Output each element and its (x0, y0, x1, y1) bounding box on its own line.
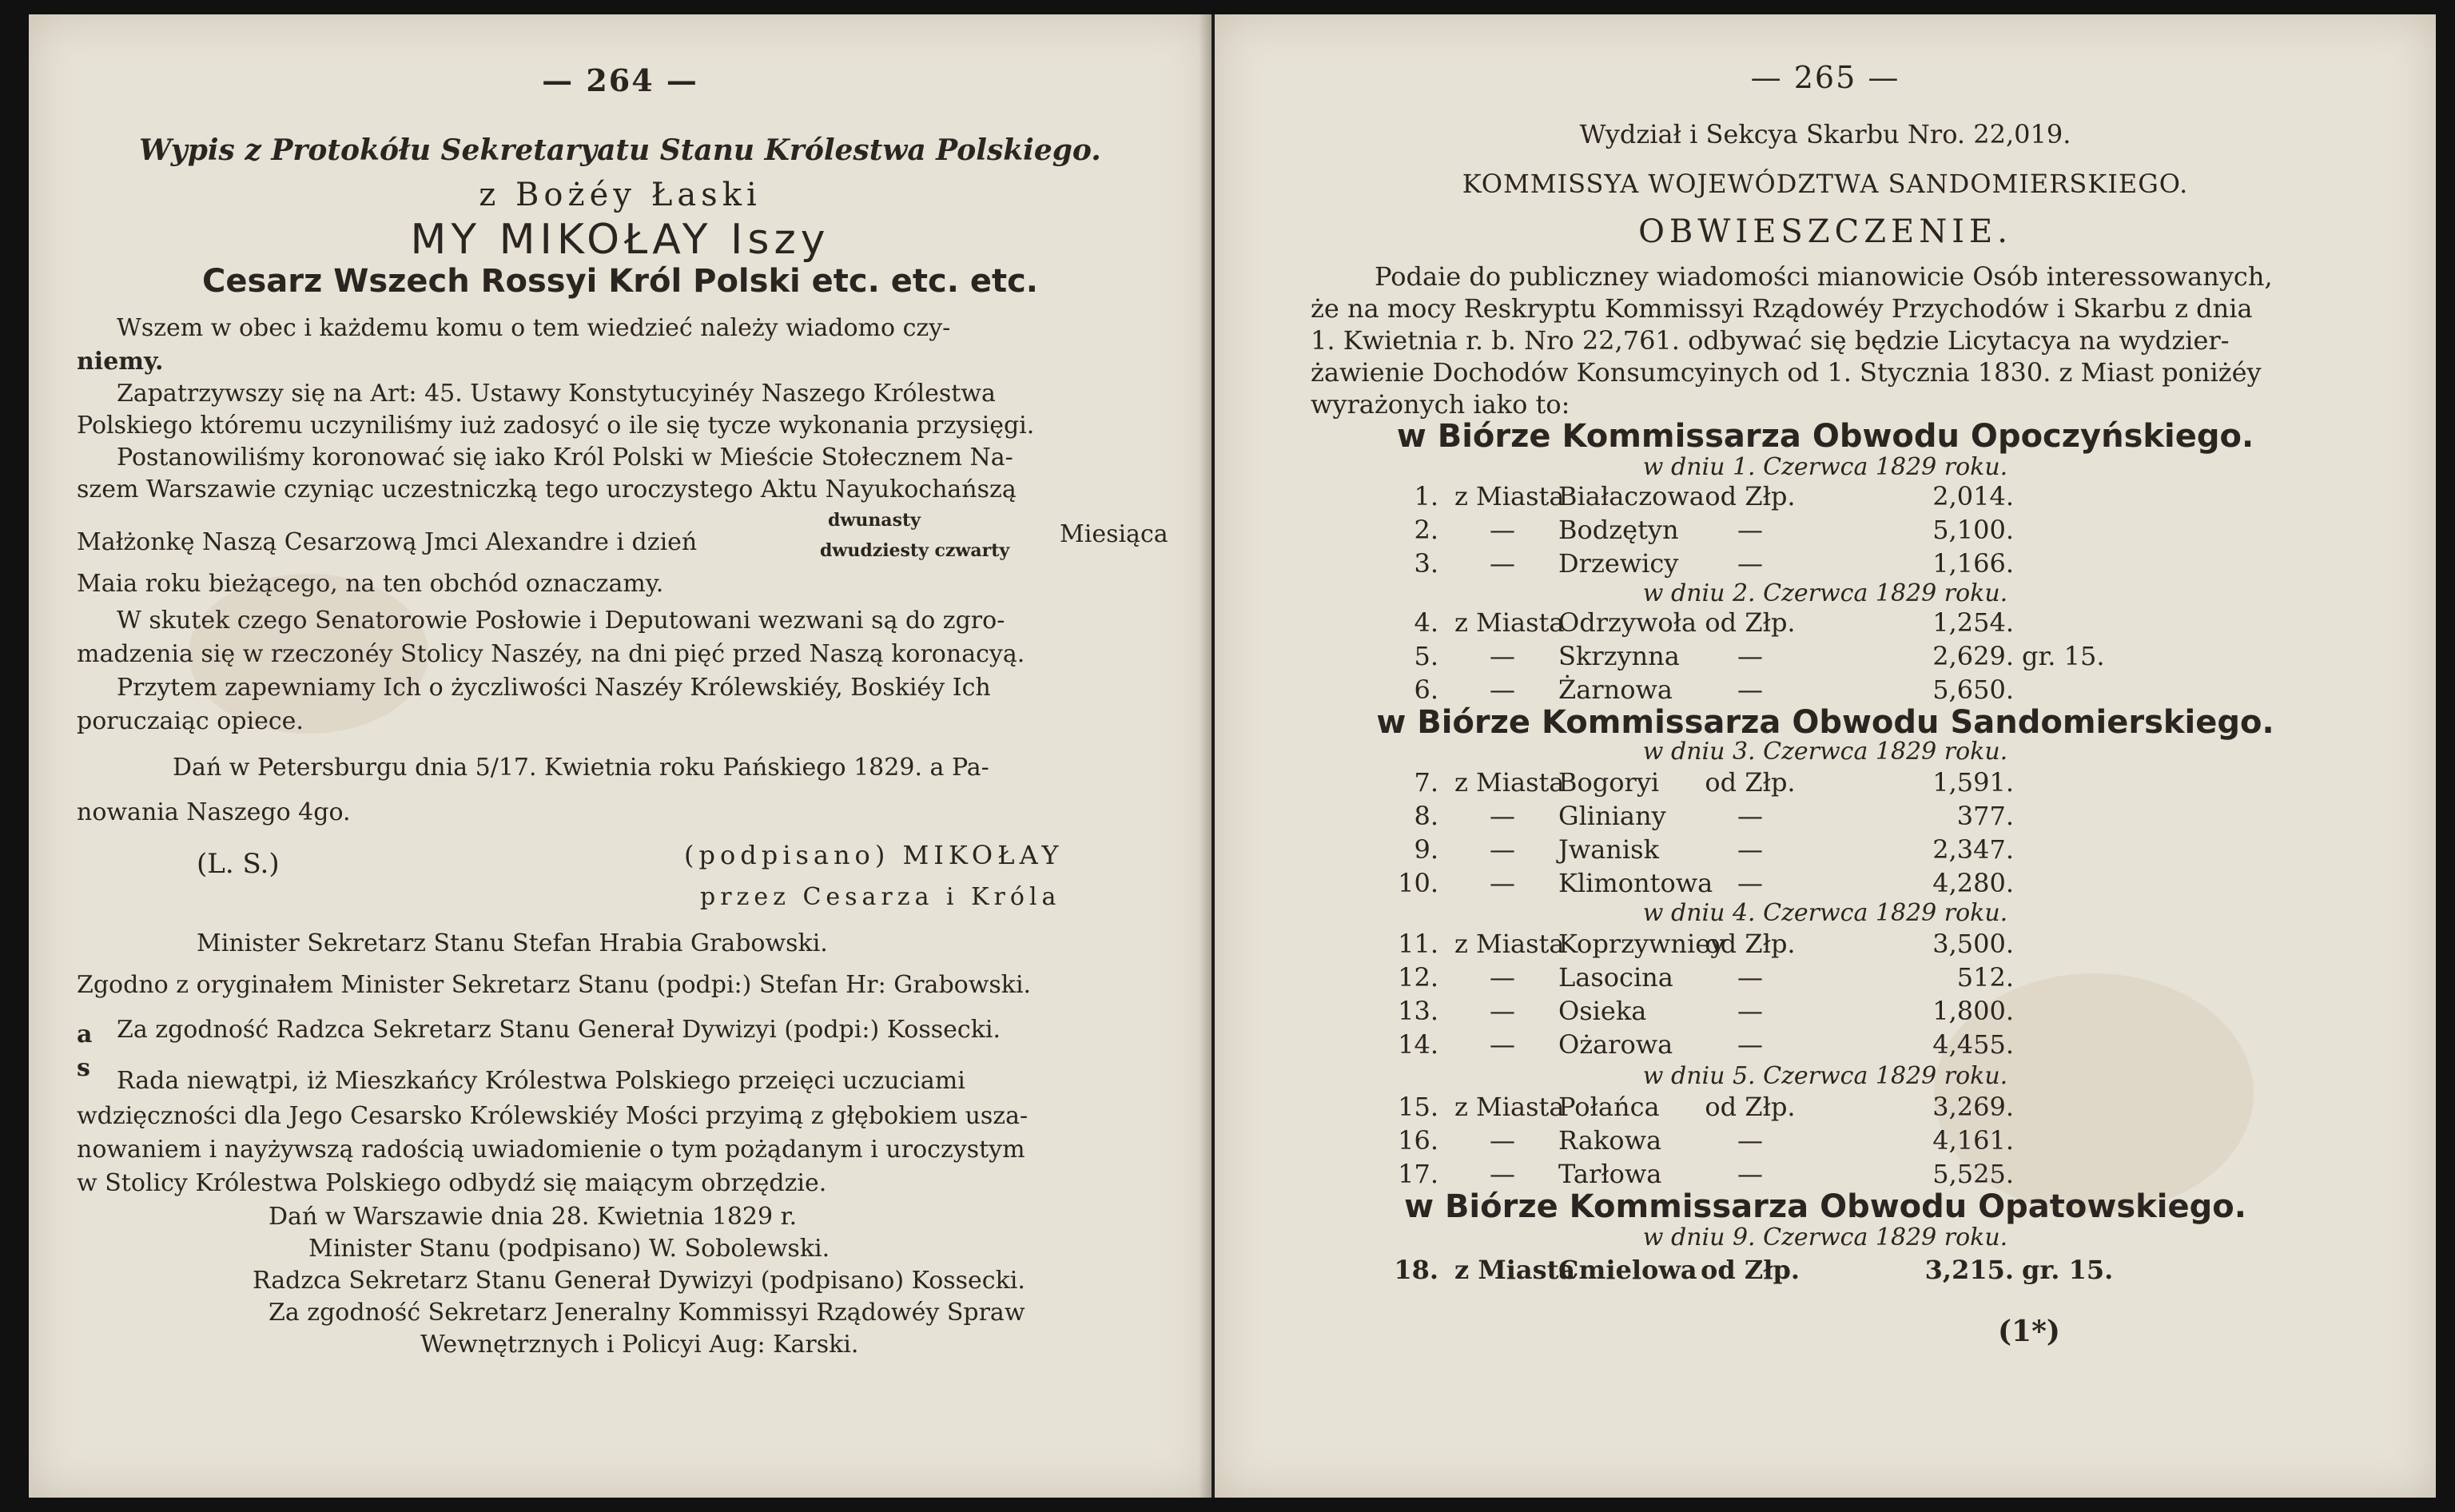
text-line: Małżonkę Naszą Cesarzową Jmci Alexandre i dzień (77, 528, 698, 556)
row-value: 377. (1956, 801, 2014, 831)
row-prefix: — (1490, 1159, 1515, 1189)
signature-mark: (1*) (1998, 1315, 2060, 1348)
nicholas-line: MY MIKOŁAY Iszy (410, 216, 830, 264)
row-town: Ożarowa (1558, 1029, 1673, 1060)
row-town: Tarłowa (1558, 1159, 1662, 1189)
row-prefix: — (1490, 515, 1515, 545)
text-line: Minister Stanu (podpisano) W. Sobolewski. (308, 1235, 830, 1263)
text-line: w Stolicy Królestwa Polskiego odbydź się maiącym obrzędzie. (77, 1169, 827, 1197)
protocol-heading: Wypis z Protokółu Sekretaryatu Stanu Królestwa Polskiego. (139, 133, 1101, 167)
text-line: Wszem w obec i każdemu komu o tem wiedzieć należy wiadomo czy- (117, 314, 951, 342)
table-row (1215, 481, 2436, 513)
row-number: 13. (1398, 996, 1438, 1026)
text-line: W skutek czego Senatorowie Posłowie i Deputowani wezwani są do zgro- (117, 607, 1005, 635)
row-prefix: z Miasta (1454, 767, 1565, 798)
row-value: 2,014. (1932, 481, 2014, 511)
row-value: 5,650. (1932, 674, 2014, 705)
text-line: Maia roku bieżącego, na ten obchód oznaczamy. (77, 570, 664, 598)
table-row (1215, 801, 2436, 833)
row-town: Jwanisk (1558, 834, 1659, 865)
table-row (1215, 1092, 2436, 1124)
row-od: — (1737, 641, 1763, 671)
row-town: Białaczowa (1558, 481, 1705, 511)
row-groszy: gr. 15. (2022, 1255, 2114, 1285)
table-row (1215, 1159, 2436, 1191)
text-line: wdzięczności dla Jego Cesarsko Królewskiéy Mości przyimą z głębokiem usza- (77, 1102, 1029, 1130)
notice-heading: OBWIESZCZENIE. (1638, 213, 2012, 250)
table-row (1215, 515, 2436, 547)
row-town: Rakowa (1558, 1125, 1662, 1156)
row-value: 4,161. (1932, 1125, 2014, 1156)
row-number: 1. (1414, 481, 1438, 511)
row-value: 512. (1956, 962, 2014, 993)
row-number: 6. (1414, 674, 1438, 705)
margin-letter: s (77, 1054, 90, 1082)
row-value: 3,215. (1924, 1255, 2014, 1285)
row-od: — (1737, 868, 1763, 898)
table-row (1215, 834, 2436, 866)
department-line: Wydział i Sekcya Skarbu Nro. 22,019. (1579, 119, 2071, 149)
row-number: 5. (1414, 641, 1438, 671)
row-value: 2,347. (1932, 834, 2014, 865)
text-line: Wewnętrznych i Policyi Aug: Karski. (420, 1331, 859, 1359)
row-od: od Złp. (1705, 1092, 1796, 1122)
table-row (1215, 1255, 2436, 1287)
row-prefix: — (1490, 801, 1515, 831)
row-town: Osieka (1558, 996, 1647, 1026)
row-prefix: — (1490, 868, 1515, 898)
row-prefix: — (1490, 548, 1515, 579)
row-groszy: gr. 15. (2022, 641, 2105, 671)
row-od: od Złp. (1705, 929, 1796, 959)
intro-line: żawienie Dochodów Konsumcyinych od 1. Stycznia 1830. z Miast poniżéy (1311, 357, 2262, 388)
intro-line: że na mocy Reskryptu Kommissyi Rządowéy Przychodów i Skarbu z dnia (1311, 293, 2253, 324)
row-od: od Złp. (1705, 607, 1796, 638)
row-value: 3,500. (1932, 929, 2014, 959)
row-town: Skrzynna (1558, 641, 1680, 671)
row-od: — (1737, 962, 1763, 993)
date-line: w dniu 5. Czerwca 1829 roku. (1642, 1062, 2008, 1090)
row-town: Lasocina (1558, 962, 1673, 993)
row-number: 11. (1398, 929, 1438, 959)
row-value: 4,455. (1932, 1029, 2014, 1060)
intro-line: Podaie do publiczney wiadomości mianowicie Osób interessowanych, (1375, 261, 2273, 292)
text-line: niemy. (77, 348, 164, 376)
text-line: Polskiego któremu uczyniliśmy iuż zadosyć o ile się tycze wykonania przysięgi. (77, 412, 1035, 440)
row-town: Bogoryi (1558, 767, 1660, 798)
intro-line: 1. Kwietnia r. b. Nro 22,761. odbywać się będzie Licytacya na wydzier- (1311, 325, 2230, 356)
row-od: — (1737, 834, 1763, 865)
table-row (1215, 1029, 2436, 1061)
commission-heading: KOMMISSYA WOJEWÓDZTWA SANDOMIERSKIEGO. (1462, 169, 2189, 199)
row-od: — (1737, 1125, 1763, 1156)
row-number: 7. (1414, 767, 1438, 798)
right-page (1215, 14, 2436, 1498)
table-row (1215, 641, 2436, 673)
section-heading: w Biórze Kommissarza Obwodu Sandomierskiego. (1376, 704, 2274, 741)
table-row (1215, 548, 2436, 580)
text-line: Przytem zapewniamy Ich o życzliwości Naszéy Królewskiéy, Boskiéy Ich (117, 674, 991, 702)
row-prefix: — (1490, 674, 1515, 705)
by-emperor-line: przez Cesarza i Króla (700, 883, 1061, 911)
row-prefix: z Miasta (1454, 607, 1565, 638)
row-prefix: — (1490, 1029, 1515, 1060)
row-town: Klimontowa (1558, 868, 1713, 898)
row-od: od Złp. (1705, 481, 1796, 511)
date-line: w dniu 9. Czerwca 1829 roku. (1642, 1224, 2008, 1251)
text-line: Za zgodność Sekretarz Jeneralny Kommissyi Rządowéy Spraw (269, 1299, 1025, 1327)
left-page-number: — 264 — (542, 62, 698, 98)
row-od: — (1737, 515, 1763, 545)
row-number: 17. (1398, 1159, 1438, 1189)
section-heading: w Biórze Kommissarza Obwodu Opatowskiego. (1404, 1188, 2246, 1225)
row-value: 1,591. (1932, 767, 2014, 798)
row-prefix: z Miasta (1454, 1255, 1576, 1285)
text-line: nowaniem i nayżywszą radością uwiadomienie o tym pożądanym i uroczystym (77, 1136, 1025, 1164)
row-od: — (1737, 548, 1763, 579)
text-line: szem Warszawie czyniąc uczestniczką tego uroczystego Aktu Nayukochańszą (77, 475, 1017, 503)
emperor-title: Cesarz Wszech Rossyi Król Polski etc. etc. etc. (202, 263, 1038, 300)
row-prefix: z Miasta (1454, 929, 1565, 959)
table-row (1215, 996, 2436, 1028)
row-od: — (1737, 1159, 1763, 1189)
text-line: nowania Naszego 4go. (77, 798, 351, 826)
text-line: Za zgodność Radzca Sekretarz Stanu Generał Dywizyi (podpi:) Kossecki. (117, 1016, 1001, 1044)
row-value: 1,166. (1932, 548, 2014, 579)
table-row (1215, 962, 2436, 994)
table-row (1215, 767, 2436, 799)
table-row (1215, 674, 2436, 706)
row-od: od Złp. (1705, 767, 1796, 798)
row-prefix: z Miasta (1454, 481, 1565, 511)
row-prefix: — (1490, 1125, 1515, 1156)
row-town: Żarnowa (1558, 674, 1673, 705)
row-number: 4. (1414, 607, 1438, 638)
text-line: madzenia się w rzeczonéy Stolicy Naszéy, na dni pięć przed Naszą koronacyą. (77, 640, 1025, 668)
row-value: 5,100. (1932, 515, 2014, 545)
row-od: — (1737, 674, 1763, 705)
date-line: w dniu 2. Czerwca 1829 roku. (1642, 579, 2008, 607)
row-town: Drzewicy (1558, 548, 1679, 579)
row-number: 8. (1414, 801, 1438, 831)
row-value: 5,525. (1932, 1159, 2014, 1189)
row-value: 1,800. (1932, 996, 2014, 1026)
text-line: Radzca Sekretarz Stanu Generał Dywizyi (podpisano) Kossecki. (253, 1267, 1025, 1295)
left-page (29, 14, 1212, 1498)
row-value: 2,629. (1932, 641, 2014, 671)
row-number: 9. (1414, 834, 1438, 865)
row-number: 3. (1414, 548, 1438, 579)
day-superscript: dwunasty (828, 510, 921, 531)
minister-line: Minister Sekretarz Stanu Stefan Hrabia Grabowski. (197, 929, 828, 957)
row-town: Połańca (1558, 1092, 1660, 1122)
row-prefix: — (1490, 962, 1515, 993)
row-od: od Złp. (1700, 1255, 1800, 1285)
row-town: Bodzętyn (1558, 515, 1679, 545)
row-prefix: — (1490, 641, 1515, 671)
row-number: 16. (1398, 1125, 1438, 1156)
row-number: 10. (1398, 868, 1438, 898)
row-value: 4,280. (1932, 868, 2014, 898)
row-od: — (1737, 801, 1763, 831)
row-prefix: z Miasta (1454, 1092, 1565, 1122)
row-od: — (1737, 996, 1763, 1026)
row-value: 1,254. (1932, 607, 2014, 638)
right-page-number: — 265 — (1750, 60, 1900, 95)
table-row (1215, 1125, 2436, 1157)
row-number: 12. (1398, 962, 1438, 993)
row-number: 2. (1414, 515, 1438, 545)
row-number: 18. (1394, 1255, 1438, 1285)
row-number: 15. (1398, 1092, 1438, 1122)
row-town: Koprzywniey (1558, 929, 1725, 959)
grace-line: z Bożéy Łaski (479, 177, 762, 213)
text-line: Zgodno z oryginałem Minister Sekretarz Stanu (podpi:) Stefan Hr: Grabowski. (77, 971, 1032, 999)
text-line: Dań w Warszawie dnia 28. Kwietnia 1829 r. (269, 1203, 798, 1231)
seal-mark: (L. S.) (197, 848, 280, 880)
text-line: Postanowiliśmy koronować się iako Król Polski w Mieście Stołecznem Na- (117, 444, 1013, 472)
row-town: Gliniany (1558, 801, 1666, 831)
section-heading: w Biórze Kommissarza Obwodu Opoczyńskiego. (1396, 418, 2254, 455)
text-line: Miesiąca (1060, 520, 1168, 548)
signed-line: (podpisano) MIKOŁAY (684, 840, 1064, 870)
table-row (1215, 607, 2436, 639)
day-subscript: dwudziesty czwarty (820, 540, 1010, 561)
margin-letter: a (77, 1021, 93, 1048)
row-prefix: — (1490, 834, 1515, 865)
date-line: w dniu 1. Czerwca 1829 roku. (1642, 453, 2008, 481)
intro-line: wyrażonych iako to: (1311, 389, 1570, 420)
table-row (1215, 929, 2436, 961)
row-number: 14. (1398, 1029, 1438, 1060)
text-line: Dań w Petersburgu dnia 5/17. Kwietnia roku Pańskiego 1829. a Pa- (173, 754, 989, 782)
table-row (1215, 868, 2436, 900)
row-town: Cmielowa (1558, 1255, 1697, 1285)
text-line: Rada niewątpi, iż Mieszkańcy Królestwa Polskiego przeięci uczuciami (117, 1067, 965, 1095)
text-line: Zapatrzywszy się na Art: 45. Ustawy Konstytucyinéy Naszego Królestwa (117, 380, 996, 408)
row-value: 3,269. (1932, 1092, 2014, 1122)
text-line: poruczaiąc opiece. (77, 707, 304, 735)
date-line: w dniu 4. Czerwca 1829 roku. (1642, 899, 2008, 927)
row-town: Odrzywoła (1558, 607, 1697, 638)
date-line: w dniu 3. Czerwca 1829 roku. (1642, 738, 2008, 766)
row-od: — (1737, 1029, 1763, 1060)
row-prefix: — (1490, 996, 1515, 1026)
